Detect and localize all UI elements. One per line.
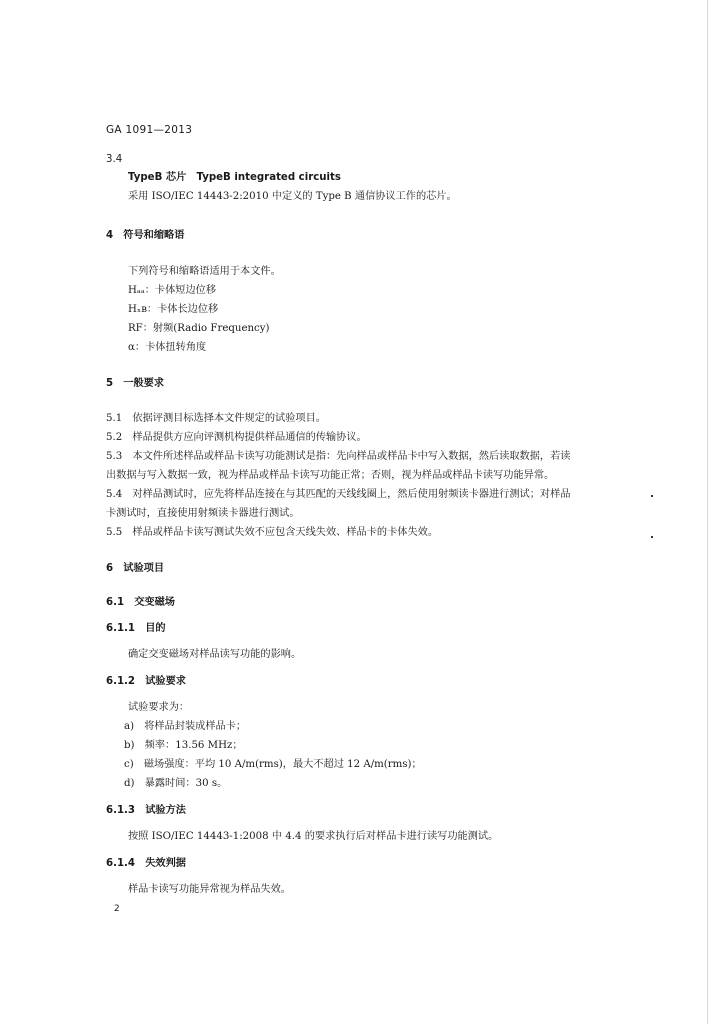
clause-6-1-3-text: 按照 ISO/IEC 14443-1:2008 中 4.4 的要求执行后对样品卡进行读写功能测试。 [128,831,499,842]
clause-5-1: 5.1 依据评测目标选择本文件规定的试验项目。 [106,413,326,424]
clause-6-1-1-text: 确定交变磁场对样品读写功能的影响。 [128,649,302,660]
clause-6-1-2-intro: 试验要求为： [128,702,190,713]
requirement-item: a) 将样品封装成样品卡； [124,721,247,732]
clause-3-4-number: 3.4 [106,154,123,165]
scan-speck [651,536,653,538]
scan-speck [651,495,653,497]
page-number: 2 [114,904,120,914]
clause-5-3-continued: 出数据与写入数据一致，视为样品或样品卡读写功能正常；否则，视为样品或样品卡读写功能异常。 [106,470,555,481]
clause-5-3: 5.3 本文件所述样品或样品卡读写功能测试是指：先向样品或样品卡中写入数据，然后读取数据，若读 [106,451,571,462]
clause-6-1-4-text: 样品卡读写功能异常视为样品失效。 [128,884,291,895]
clause-5-4-continued: 卡测试时，直接使用射频读卡器进行测试。 [106,508,300,519]
clause-3-4-term: TypeB 芯片 TypeB integrated circuits [128,172,341,183]
requirement-item: d) 暴露时间：30 s。 [124,778,228,789]
section-5-heading: 5 一般要求 [106,378,165,389]
clause-5-4: 5.4 对样品测试时，应先将样品连接在与其匹配的天线线圈上，然后使用射频读卡器进行测试；对样品 [106,489,571,500]
symbol-item: RF：射频(Radio Frequency) [128,323,270,334]
clause-3-4-definition: 采用 ISO/IEC 14443-2:2010 中定义的 Type B 通信协议工作的芯片。 [128,191,457,202]
clause-6-1-2-heading: 6.1.2 试验要求 [106,676,186,687]
symbol-item: Hₓʙ：卡体长边位移 [128,304,219,315]
clause-5-2: 5.2 样品提供方应向评测机构提供样品通信的传输协议。 [106,432,367,443]
section-4-intro: 下列符号和缩略语适用于本文件。 [128,266,281,277]
standard-code: GA 1091—2013 [106,124,193,136]
requirement-item: c) 磁场强度：平均 10 A/m(rms)，最大不超过 12 A/m(rms)； [124,759,422,770]
section-6-heading: 6 试验项目 [106,563,165,574]
requirement-item: b) 频率：13.56 MHz； [124,740,243,751]
clause-6-1-heading: 6.1 交变磁场 [106,597,175,608]
symbol-item: α：卡体扭转角度 [128,342,207,353]
symbol-item: Hₐₐ：卡体短边位移 [128,285,217,296]
clause-6-1-1-heading: 6.1.1 目的 [106,623,166,634]
clause-5-5: 5.5 样品或样品卡读写测试失效不应包含天线失效、样品卡的卡体失效。 [106,527,439,538]
clause-6-1-4-heading: 6.1.4 失效判据 [106,858,186,869]
clause-6-1-3-heading: 6.1.3 试验方法 [106,805,186,816]
section-4-heading: 4 符号和缩略语 [106,230,185,241]
